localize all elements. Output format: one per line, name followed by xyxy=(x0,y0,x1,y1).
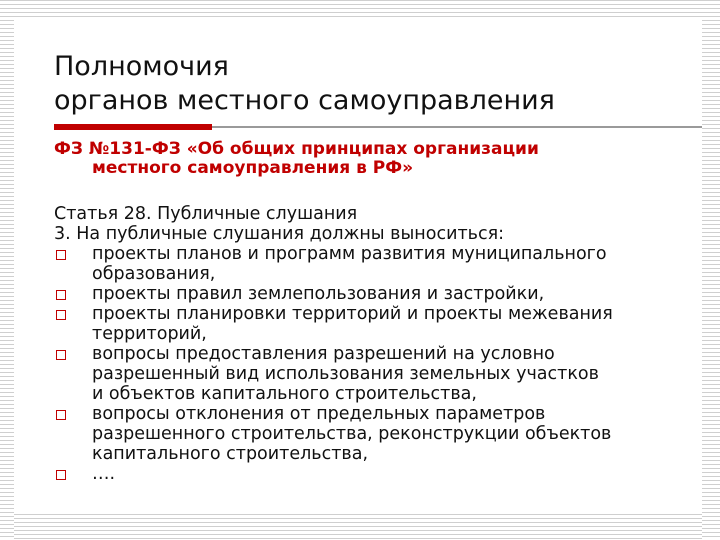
right-stripe-decoration xyxy=(702,0,720,540)
article-clause: 3. На публичные слушания должны выноситься: xyxy=(54,224,504,244)
slide-title-line-2: органов местного самоуправления xyxy=(54,85,555,116)
left-stripe-decoration xyxy=(0,0,14,540)
slide-title xyxy=(54,50,694,118)
list-item xyxy=(54,404,694,464)
list-item-text-line: …. xyxy=(92,464,116,484)
list-item xyxy=(54,284,694,304)
hollow-square-bullet-icon xyxy=(56,350,66,360)
title-underline xyxy=(54,124,702,130)
slide-content xyxy=(54,204,694,484)
list-item xyxy=(54,344,694,404)
hollow-square-bullet-icon xyxy=(56,470,66,480)
list-item-text-line: территорий, xyxy=(92,324,207,344)
list-item-text-line: вопросы отклонения от предельных параметров xyxy=(92,404,546,424)
law-reference-line-1: ФЗ №131-ФЗ «Об общих принципах организации xyxy=(54,139,539,159)
list-item-text-line: и объектов капитального строительства, xyxy=(92,384,477,404)
list-item-text-line: проекты правил землепользования и застройки, xyxy=(92,284,545,304)
list-item-text-line: капитального строительства, xyxy=(92,444,369,464)
hollow-square-bullet-icon xyxy=(56,410,66,420)
bottom-stripe-decoration xyxy=(14,514,702,540)
title-underline-red-segment xyxy=(54,124,212,130)
law-reference-line-2: местного самоуправления в РФ» xyxy=(92,158,414,178)
list-item-text-line: проекты планировки территорий и проекты межевания xyxy=(92,304,613,324)
article-heading: Статья 28. Публичные слушания xyxy=(54,204,358,224)
hollow-square-bullet-icon xyxy=(56,290,66,300)
law-reference xyxy=(54,140,694,178)
title-underline-gray-segment xyxy=(212,126,702,128)
list-item-text-line: проекты планов и программ развития муниципального xyxy=(92,244,607,264)
slide-title-line-1: Полномочия xyxy=(54,51,229,82)
list-item-text-line: разрешенный вид использования земельных участков xyxy=(92,364,599,384)
list-item-text-line: разрешенного строительства, реконструкции объектов xyxy=(92,424,612,444)
top-stripe-decoration xyxy=(14,0,702,20)
list-item-text-line: образования, xyxy=(92,264,216,284)
hollow-square-bullet-icon xyxy=(56,310,66,320)
list-item xyxy=(54,304,694,344)
list-item xyxy=(54,244,694,284)
list-item xyxy=(54,464,694,484)
hollow-square-bullet-icon xyxy=(56,250,66,260)
list-item-text-line: вопросы предоставления разрешений на условно xyxy=(92,344,555,364)
